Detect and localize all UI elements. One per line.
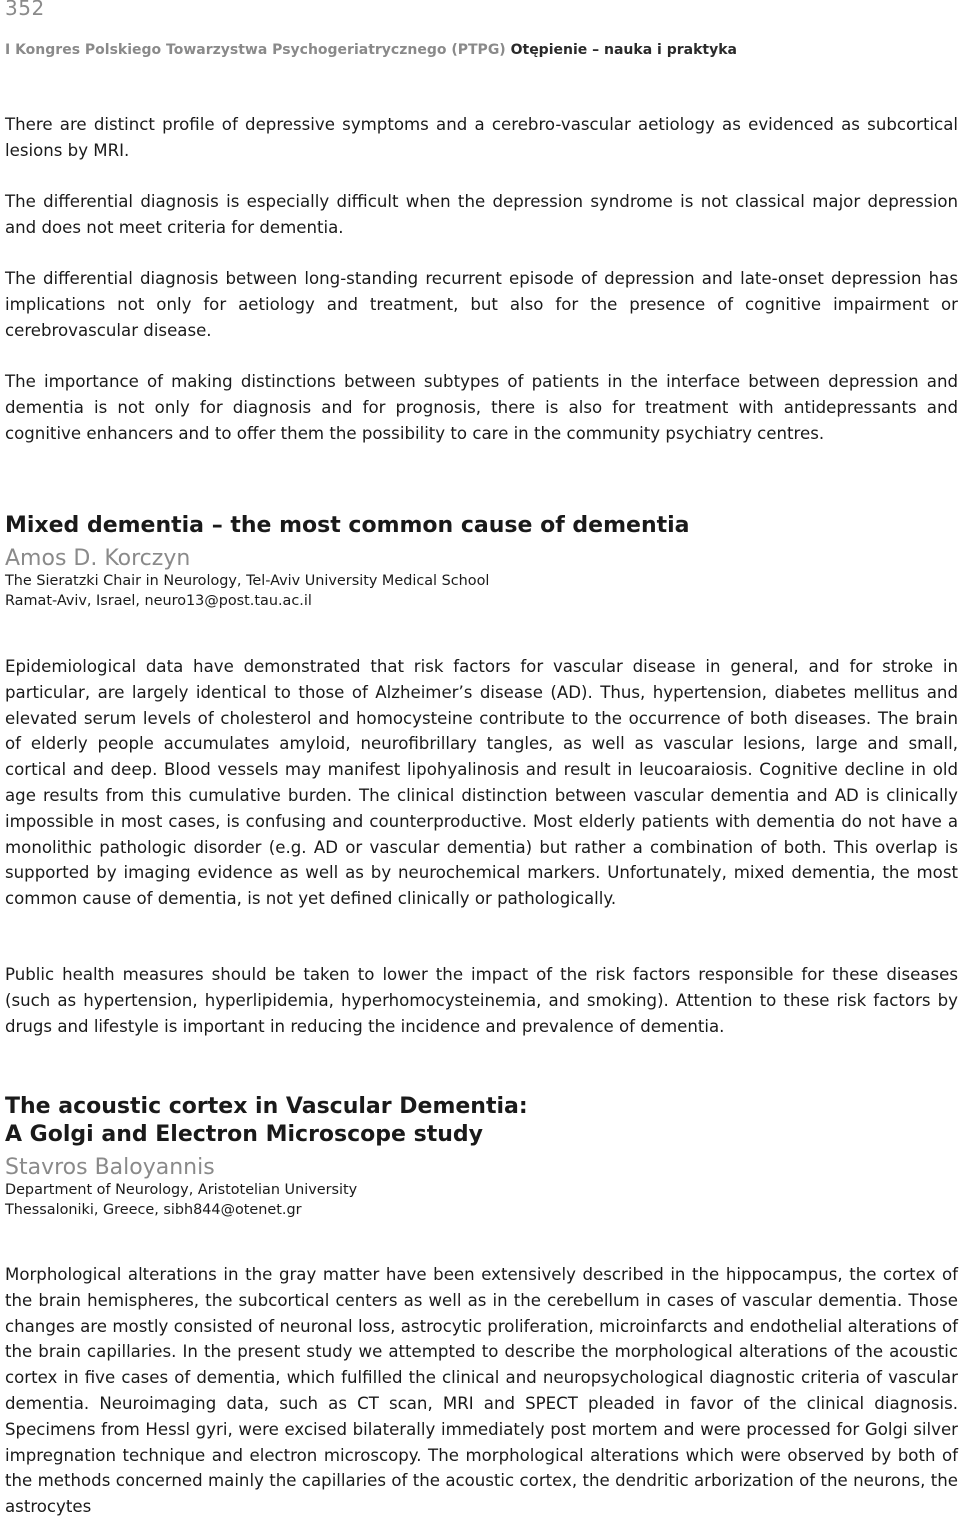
abstract-2-title-line-1: The acoustic cortex in Vascular Dementia:: [5, 1094, 528, 1119]
intro-paragraph-3-block: [5, 266, 958, 343]
abstract-1-affiliation-2: Ramat-Aviv, Israel, neuro13@post.tau.ac.il: [5, 593, 312, 609]
abstract-1-author: Amos D. Korczyn: [5, 546, 191, 571]
abstract-2-affiliation-1: Department of Neurology, Aristotelian University: [5, 1182, 358, 1198]
abstract-1-paragraph-1-block: [5, 654, 958, 912]
abstract-1-title: Mixed dementia – the most common cause of dementia: [5, 513, 690, 538]
abstract-2-header: [5, 1093, 958, 1220]
abstract-2-affiliation-2: Thessaloniki, Greece, sibh844@otenet.gr: [5, 1202, 302, 1218]
abstract-1-affiliation-1: The Sieratzki Chair in Neurology, Tel-Aviv University Medical School: [5, 573, 490, 589]
intro-paragraph-4-block: [5, 369, 958, 446]
abstract-1-paragraph-2-block: [5, 962, 958, 1039]
intro-paragraph-1-block: [5, 112, 958, 164]
abstract-2-title-line-2: A Golgi and Electron Microscope study: [5, 1122, 483, 1147]
abstract-1-paragraph-2: Public health measures should be taken to lower the impact of the risk factors responsible for these diseases (such as hypertension, hyperlipidemia, hyperhomocysteinemia, and smoking). Attention to these risk factors by drugs and lifestyle is important in reducing the incidence and prevalence of dementia.: [5, 965, 958, 1036]
abstract-2-author: Stavros Baloyannis: [5, 1155, 215, 1180]
page-number: 352: [5, 0, 45, 20]
intro-paragraph-1: There are distinct profile of depressive symptoms and a cerebro-vascular aetiology as evidenced as subcortical lesions by MRI.: [5, 115, 958, 160]
abstract-2-paragraph-1: Morphological alterations in the gray matter have been extensively described in the hippocampus, the cortex of the brain hemispheres, the subcortical centers as well as in the cerebellum in cases of vascular dementia. Those changes are mostly consisted of neuronal loss, astrocytic proliferation, microinfarcts and endothelial alterations of the brain capillaries. In the present study we attempted to describe the morphological alterations of the acoustic cortex in five cases of dementia, which fulfilled the clinical and neuropsychological diagnostic criteria of vascular dementia. Neuroimaging data, such as CT scan, MRI and SPECT pleaded in favor of the clinical diagnosis. Specimens from Hessl gyri, were excised bilaterally immediately post mortem and were processed for Golgi silver impregnation technique and electron microscopy. The morphological alterations which were observed by both of the methods concerned mainly the capillaries of the acoustic cortex, the dendritic arborization of the neurons, the astrocytes: [5, 1265, 958, 1517]
running-header-topic: Otępienie – nauka i praktyka: [510, 42, 737, 58]
abstract-1-header: [5, 512, 958, 611]
intro-paragraph-2-block: [5, 189, 958, 241]
running-header-conference: I Kongres Polskiego Towarzystwa Psychogeriatrycznego (PTPG): [5, 42, 506, 58]
abstract-1-paragraph-1: Epidemiological data have demonstrated that risk factors for vascular disease in general, and for stroke in particular, are largely identical to those of Alzheimer’s disease (AD). Thus, hypertension, diabetes mellitus and elevated serum levels of cholesterol and homocysteine contribute to the occurrence of both diseases. The brain of elderly people accumulates amyloid, neurofibrillary tangles, as well as vascular lesions, large and small, cortical and deep. Blood vessels may manifest lipohyalinosis and result in leucoaraiosis. Cognitive decline in old age results from this cumulative burden. The clinical distinction between vascular dementia and AD is clinically impossible in most cases, is confusing and counterproductive. Most elderly patients with dementia do not have a monolithic pathologic disorder (e.g. AD or vascular dementia) but rather a combination of both. This overlap is supported by imaging evidence as well as by neurochemical markers. Unfortunately, mixed dementia, the most common cause of dementia, is not yet defined clinically or pathologically.: [5, 657, 958, 909]
running-header: [5, 42, 737, 58]
intro-paragraph-2: The differential diagnosis is especially difficult when the depression syndrome is not classical major depression and does not meet criteria for dementia.: [5, 192, 958, 237]
intro-paragraph-4: The importance of making distinctions between subtypes of patients in the interface between depression and dementia is not only for diagnosis and for prognosis, there is also for treatment with antidepressants and cognitive enhancers and to offer them the possibility to care in the community psychiatry centres.: [5, 372, 958, 443]
intro-paragraph-3: The differential diagnosis between long-standing recurrent episode of depression and late-onset depression has implications not only for aetiology and treatment, but also for the presence of cognitive impairment or cerebrovascular disease.: [5, 269, 958, 340]
abstract-2-paragraph-1-block: [5, 1262, 958, 1520]
